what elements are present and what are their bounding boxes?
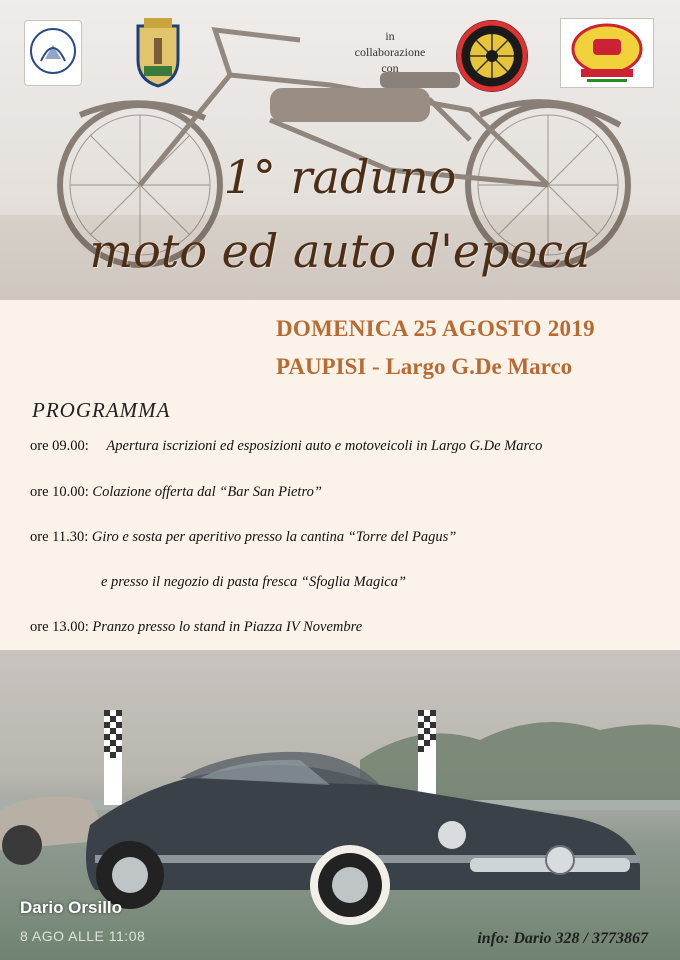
programme-text: e presso il negozio di pasta fresca “Sfoglia Magica” [101, 574, 407, 590]
event-date: DOMENICA 25 AGOSTO 2019 [276, 316, 595, 341]
collab-line-1: in [385, 29, 395, 43]
programme-text: Apertura iscrizioni ed esposizioni auto e motoveicoli in Largo G.De Marco [106, 438, 543, 454]
programme-item [30, 484, 322, 501]
pro-loco-logo [24, 20, 82, 86]
collab-line-2: collaborazione [354, 45, 426, 59]
programme-item [30, 619, 362, 636]
programme-time: ore 09.00: [30, 438, 89, 454]
programme-time: ore 13.00: [30, 619, 89, 635]
programme-item [101, 574, 406, 591]
post-timestamp: 8 AGO ALLE 11:08 [20, 928, 146, 944]
programme-time: ore 10.00: [30, 484, 89, 500]
contact-info: info: Dario 328 / 3773867 [477, 930, 648, 947]
programme-item [30, 529, 456, 546]
event-title-line-2: moto ed auto d'epoca [89, 224, 591, 278]
programme-text: Pranzo presso lo stand in Piazza IV Novembre [92, 619, 363, 635]
gaves-club-logo [454, 18, 530, 94]
auto-club-logo [560, 18, 654, 88]
programme-heading: PROGRAMMA [32, 398, 171, 422]
programme-time: ore 11.30: [30, 529, 89, 545]
programme-item [30, 438, 542, 455]
programme-text: Giro e sosta per aperitivo presso la cantina “Torre del Pagus” [91, 529, 457, 545]
checkered-flag-icon [418, 710, 436, 800]
collab-line-3: con [381, 61, 399, 75]
programme-text: Colazione offerta dal “Bar San Pietro” [92, 484, 322, 500]
checkered-flag-icon [104, 710, 122, 805]
header-photo [0, 0, 680, 300]
programme-section [0, 300, 680, 650]
collaboration-note [330, 28, 450, 76]
post-author[interactable]: Dario Orsillo [20, 898, 123, 917]
comune-coat-of-arms-logo [130, 16, 186, 88]
event-place: PAUPISI - Largo G.De Marco [276, 354, 573, 379]
event-title-line-1: 1° raduno [223, 150, 457, 204]
